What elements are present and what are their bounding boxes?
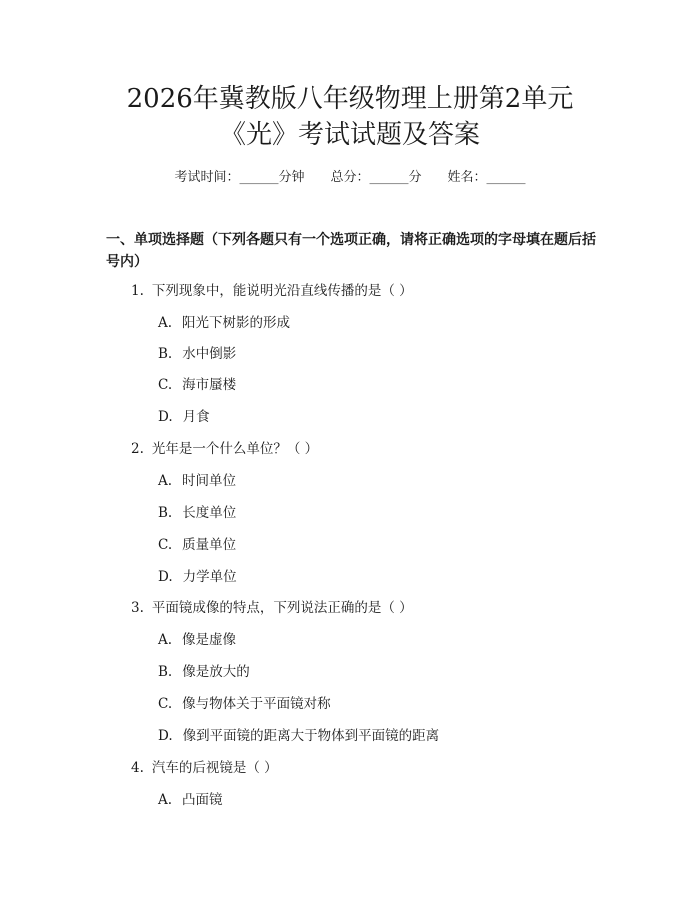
- question-text: 下列现象中，能说明光沿直线传播的是（ ）: [151, 283, 413, 299]
- option-label: A.: [158, 473, 173, 489]
- option-label: B.: [158, 346, 173, 362]
- option-label: C.: [158, 696, 173, 712]
- option-2c: [158, 535, 236, 555]
- option-3c: [158, 694, 331, 714]
- question-number: 4.: [131, 760, 144, 776]
- option-2d: [158, 567, 237, 587]
- exam-meta: [0, 168, 700, 188]
- option-3a: [158, 630, 236, 650]
- option-2a: [158, 471, 236, 491]
- option-text: 力学单位: [182, 569, 237, 585]
- option-label: B.: [158, 505, 173, 521]
- option-text: 像是虚像: [182, 632, 237, 648]
- question-number: 1.: [131, 283, 144, 299]
- option-text: 海市蜃楼: [182, 377, 237, 393]
- option-text: 像与物体关于平面镜对称: [182, 696, 331, 712]
- exam-title-line1: 2026年冀教版八年级物理上册第2单元: [126, 84, 574, 114]
- section-title: 一、单项选择题（下列各题只有一个选项正确，请将正确选项的字母填在题后括号内）: [106, 232, 596, 270]
- option-3b: [158, 662, 250, 682]
- option-1a: [158, 313, 290, 333]
- option-text: 月食: [182, 409, 210, 425]
- exam-time-field: 考试时间：______分钟: [174, 170, 305, 185]
- question-text: 光年是一个什么单位？（ ）: [151, 441, 319, 457]
- option-text: 像是放大的: [182, 664, 250, 680]
- option-4a: [158, 790, 223, 810]
- option-label: D.: [158, 409, 173, 425]
- question-text: 平面镜成像的特点，下列说法正确的是（ ）: [151, 600, 413, 616]
- option-text: 质量单位: [182, 537, 237, 553]
- option-label: A.: [158, 315, 173, 331]
- option-3d: [158, 726, 439, 746]
- question-number: 2.: [131, 441, 144, 457]
- option-label: A.: [158, 632, 173, 648]
- total-score-field: 总分：______分: [330, 170, 422, 185]
- option-label: D.: [158, 569, 173, 585]
- option-text: 水中倒影: [182, 346, 237, 362]
- option-1b: [158, 344, 236, 364]
- option-label: C.: [158, 537, 173, 553]
- option-2b: [158, 503, 236, 523]
- question-1: [131, 281, 413, 301]
- option-label: B.: [158, 664, 173, 680]
- question-2: [131, 439, 318, 459]
- student-name-field: 姓名：______: [447, 170, 526, 185]
- option-text: 长度单位: [182, 505, 237, 521]
- question-3: [131, 598, 413, 618]
- question-number: 3.: [131, 600, 144, 616]
- option-text: 时间单位: [182, 473, 237, 489]
- option-text: 凸面镜: [182, 792, 223, 808]
- option-1d: [158, 407, 210, 427]
- exam-title-line2: 《光》考试试题及答案: [219, 120, 480, 150]
- option-label: A.: [158, 792, 173, 808]
- option-text: 阳光下树影的形成: [182, 315, 291, 331]
- option-1c: [158, 375, 236, 395]
- option-text: 像到平面镜的距离大于物体到平面镜的距离: [182, 728, 440, 744]
- question-4: [131, 758, 278, 778]
- option-label: C.: [158, 377, 173, 393]
- question-text: 汽车的后视镜是（ ）: [151, 760, 278, 776]
- option-label: D.: [158, 728, 173, 744]
